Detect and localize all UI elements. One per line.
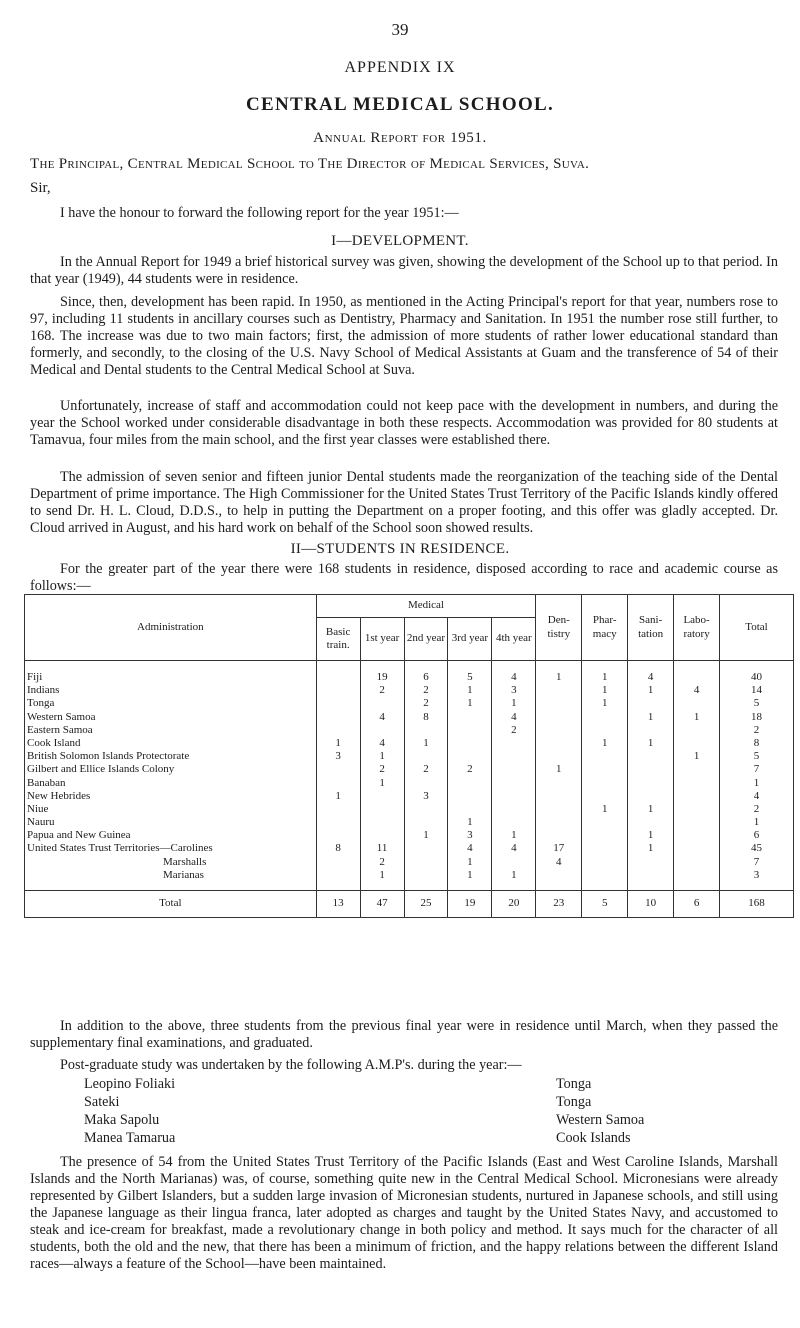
intro-paragraph: I have the honour to forward the following report for the year 1951:— [60,205,459,221]
table-cell [584,777,625,790]
column-4th-year [492,661,536,891]
header-medical: Medical [316,595,536,618]
development-paragraph-2: Since, then, development has been rapid. In 1950, as mentioned in the Acting Principal's report for that year, numbers rose to 97, including 11 students in ancillary courses such as Dentistry, Pharmacy and Sanitation. In 1951 the number rose still further, to 168. The increase was due to two main factors; first, the admission of more students of rather lower educational standard than formerly, and secondly, to the closing of the U.S. Navy School of Medical Assistants at Guam and the transference of 54 of their Medical and Dental students to the Central Medical School at Suva. [30,294,778,378]
section-heading-students: II—STUDENTS IN RESIDENCE. [290,541,510,557]
postgrad-name: Maka Sapolu [84,1112,160,1128]
table-cell [407,803,446,816]
table-cell: 1 [556,671,562,683]
table-cell: 1 [647,684,654,697]
table-cell: 3 [753,868,760,881]
header-2nd-year: 2nd year [404,618,448,661]
table-cell [407,856,446,869]
table-cell: 18 [751,710,763,723]
table-cell [676,856,717,869]
table-cell: 1 [647,802,654,815]
row-label: Cook Island [27,736,81,749]
table-cell: 2 [423,684,429,697]
table-cell [538,724,579,737]
table-cell: 14 [751,684,763,697]
table-cell [630,750,671,763]
table-cell: 4 [511,671,517,683]
table-cell [319,869,358,882]
table-cell: 1 [511,868,517,881]
table-cell [450,790,489,803]
table-cell: 1 [601,697,608,710]
table-cell: 1 [467,697,473,710]
row-label: Banaban [27,776,66,789]
column-dentistry [536,661,582,891]
postgrad-place: Western Samoa [556,1112,645,1128]
postgrad-place: Cook Islands [556,1130,631,1146]
table-cell [630,724,671,737]
header-3rd-year: 3rd year [448,618,492,661]
table-cell: 3 [467,829,473,842]
table-cell: 2 [379,855,385,868]
table-cell [584,842,625,855]
table-cell: 5 [753,750,760,763]
table-cell: 7 [753,855,760,868]
table-cell [407,724,446,737]
table-cell [676,869,717,882]
table-cell [494,763,533,776]
table-cell [363,724,402,737]
table-cell [494,790,533,803]
table-cell: 1 [556,763,562,776]
table-cell: 1 [601,802,608,815]
table-cell: 1 [467,684,473,697]
table-cell [584,856,625,869]
table-cell [407,777,446,790]
table-cell: 1 [647,829,654,842]
column-1st-year [360,661,404,891]
postgrad-intro: Post-graduate study was undertaken by the following A.M.P's. during the year:— [60,1057,522,1073]
column-laboratory [674,661,720,891]
students-paragraph: For the greater part of the year there were 168 students in residence, disposed according to race and academic course as follows:— [30,561,778,594]
table-cell [494,737,533,750]
table-cell [676,829,717,842]
table-cell [450,803,489,816]
header-1st-year: 1st year [360,618,404,661]
table-cell: 4 [556,855,562,868]
row-label: Marshalls [163,855,207,868]
table-cell: 1 [753,776,760,789]
postgrad-name: Manea Tamarua [84,1130,176,1146]
table-cell [494,750,533,763]
table-cell [407,842,446,855]
table-cell [676,842,717,855]
table-cell [538,816,579,829]
row-label: Gilbert and Ellice Islands Colony [27,763,175,776]
table-cell: 8 [335,842,341,855]
table-cell [494,856,533,869]
table-cell [494,816,533,829]
postgrad-name: Leopino Foliaki [84,1076,176,1092]
table-cell [676,737,717,750]
row-label: New Hebrides [27,789,91,802]
table-cell [319,803,358,816]
table-cell: 17 [553,842,565,855]
table-cell [676,724,717,737]
appendix-label: APPENDIX IX [344,59,456,76]
row-labels-column [25,661,317,891]
table-cell: 1 [379,750,385,763]
table-cell [319,856,358,869]
table-cell: 11 [376,842,388,855]
table-cell [676,763,717,776]
table-cell [363,829,402,842]
table-cell: 19 [376,671,388,683]
column-sanitation [628,661,674,891]
table-cell [538,790,579,803]
table-cell: 1 [379,868,385,881]
total-grand: 168 [720,891,794,918]
table-cell: 1 [647,710,654,723]
postgrad-place: Tonga [556,1076,592,1092]
table-cell: 1 [335,736,341,749]
row-label: Tonga [27,697,55,710]
table-cell [538,829,579,842]
table-cell: 4 [511,842,517,855]
table-cell: 1 [423,829,429,842]
table-cell [630,816,671,829]
table-cell: 1 [601,671,608,683]
table-cell [630,697,671,710]
row-label: British Solomon Islands Protectorate [27,750,190,763]
header-dentistry: Den- tistry [536,595,582,661]
table-cell: 4 [511,710,517,723]
table-cell: 1 [753,816,760,829]
table-cell [363,790,402,803]
table-cell [538,803,579,816]
table-cell: 7 [753,763,760,776]
table-cell [584,711,625,724]
table-cell: 3 [511,684,517,697]
table-cell: 1 [601,736,608,749]
total-1st-year: 47 [360,891,404,918]
table-cell: 4 [379,710,385,723]
addressee-line: The Principal, Central Medical School to The Director of Medical Services, Suva. [30,156,590,172]
table-cell: 1 [693,750,700,763]
table-cell [676,697,717,710]
header-basic-train: Basic train. [316,618,360,661]
row-label: Niue [27,802,49,815]
table-cell: 1 [467,816,473,829]
table-cell [319,711,358,724]
table-cell: 1 [511,829,517,842]
table-cell [319,684,358,697]
development-paragraph-4: The admission of seven senior and fifteen junior Dental students made the reorganization of the teaching side of the Dental Department of prime importance. The High Commissioner for the United States Trust Territory of the Pacific Islands kindly offered to send Dr. H. L. Cloud, D.D.S., to help in putting the Department on a proper footing, and this offer was gladly accepted. Dr. Cloud arrived in August, and his hard work on behalf of the School soon showed results. [30,469,778,536]
table-cell [630,777,671,790]
total-3rd-year: 19 [448,891,492,918]
table-cell [630,869,671,882]
column-basic-train [316,661,360,891]
table-cell [538,684,579,697]
header-laboratory: Labo- ratory [674,595,720,661]
final-paragraph: The presence of 54 from the United States Trust Territory of the Pacific Islands (East and West Caroline Islands, Marshall Islands and the North Marianas) was, of course, something quite new in the Central Medical School. Micronesians were already represented by Gilbert Islanders, but a sudden large invasion of Micronesian students, nurtured in Japanese schools, and still using the Japanese language as their lingua franca, later adopted as charges and taught by the United States Navy, and accustomed to steak and ice-cream for breakfast, made a revolutionary change in both policy and method. It says much for the character of all students, both the old and the new, that there has been a minimum of friction, and the happy relations between the different Island races—always a feature of the School—have been maintained. [30,1154,778,1272]
total-sanitation: 10 [628,891,674,918]
table-cell [363,816,402,829]
table-cell [584,790,625,803]
table-cell: 1 [379,776,385,789]
table-cell: 5 [467,671,473,683]
table-cell: 1 [467,868,473,881]
table-cell [538,750,579,763]
table-cell [319,724,358,737]
table-cell: 2 [379,684,385,697]
table-cell [538,777,579,790]
total-laboratory: 6 [674,891,720,918]
page-number: 39 [391,20,409,39]
table-cell [494,803,533,816]
header-pharmacy: Phar- macy [582,595,628,661]
table-cell: 4 [753,789,760,802]
table-cell [319,671,358,684]
row-label: Eastern Samoa [27,723,93,736]
table-cell [630,790,671,803]
table-cell: 2 [423,697,429,710]
table-cell: 45 [751,842,763,855]
total-dentistry: 23 [536,891,582,918]
development-paragraph-3: Unfortunately, increase of staff and accommodation could not keep pace with the development in numbers, and during the year the School worked under considerable disadvantage in both these respects. Accommodation was provided for 80 students at Tamavua, four miles from the main school, and the first year classes were established there. [30,398,778,448]
table-cell [363,803,402,816]
table-cell: 4 [647,671,654,683]
table-cell [538,711,579,724]
table-cell: 3 [335,750,341,763]
table-cell: 4 [379,736,385,749]
table-cell [584,763,625,776]
total-pharmacy: 5 [582,891,628,918]
table-cell [319,697,358,710]
table-cell [450,750,489,763]
total-4th-year: 20 [492,891,536,918]
table-cell [676,777,717,790]
table-cell [538,697,579,710]
table-cell: 40 [751,671,763,683]
students-table [24,594,794,918]
table-cell [407,750,446,763]
row-label: Indians [27,684,60,697]
table-cell: 8 [753,736,760,749]
table-cell: 2 [467,763,473,776]
postgrad-place: Tonga [556,1094,592,1110]
table-cell [407,816,446,829]
table-cell [319,829,358,842]
table-cell: 1 [335,789,341,802]
table-cell [319,763,358,776]
table-cell: 8 [423,710,429,723]
table-cell: 2 [423,763,429,776]
table-cell [450,724,489,737]
table-cell: 1 [647,736,654,749]
table-cell: 1 [423,736,429,749]
table-cell [584,869,625,882]
table-cell [676,803,717,816]
table-cell: 1 [467,855,473,868]
table-cell [450,737,489,750]
table-cell: 2 [753,723,760,736]
development-paragraph-1: In the Annual Report for 1949 a brief historical survey was given, showing the development of the School up to that period. In that year (1949), 44 students were in residence. [30,254,778,287]
table-cell [319,816,358,829]
table-cell: 2 [379,763,385,776]
table-cell: 2 [511,723,517,736]
header-sanitation: Sani- tation [628,595,674,661]
table-cell: 1 [693,710,700,723]
table-cell [676,816,717,829]
row-label: Nauru [27,816,55,829]
table-cell: 5 [753,697,760,710]
column-pharmacy [582,661,628,891]
table-cell: 6 [753,829,760,842]
row-label: Papua and New Guinea [27,829,131,842]
table-cell [676,790,717,803]
total-2nd-year: 25 [404,891,448,918]
table-cell: 4 [693,684,700,697]
row-label: Marianas [163,868,204,881]
postgrad-name: Sateki [84,1094,120,1110]
row-label: Western Samoa [27,710,96,723]
table-cell: 6 [423,671,429,683]
table-cell: 2 [753,802,760,815]
table-cell: 4 [467,842,473,855]
header-4th-year: 4th year [492,618,536,661]
row-label: Fiji [27,671,43,683]
document-subtitle: Annual Report for 1951. [313,130,487,146]
section-heading-development: I—DEVELOPMENT. [331,233,469,249]
table-cell [584,816,625,829]
row-label: United States Trust Territories—Carolines [27,842,213,855]
total-basic-train: 13 [316,891,360,918]
table-cell [584,750,625,763]
table-cell [630,763,671,776]
table-cell: 1 [511,697,517,710]
table-cell [676,671,717,684]
after-table-paragraph: In addition to the above, three students from the previous final year were in residence until March, when they passed the supplementary final examinations, and graduated. [30,1018,778,1051]
total-row-label: Total [25,891,317,918]
table-cell [450,777,489,790]
column-2nd-year [404,661,448,891]
table-cell [584,724,625,737]
table-cell [363,697,402,710]
salutation: Sir, [30,180,51,196]
document-title: CENTRAL MEDICAL SCHOOL. [245,94,555,115]
column-total [720,661,794,891]
table-cell [494,777,533,790]
table-cell: 3 [423,789,429,802]
header-total: Total [720,595,794,661]
table-cell [450,711,489,724]
table-cell: 1 [601,684,608,697]
table-cell [584,829,625,842]
column-3rd-year [448,661,492,891]
table-cell [319,777,358,790]
table-cell [538,869,579,882]
table-cell: 1 [647,842,654,855]
table-cell [407,869,446,882]
table-cell [630,856,671,869]
header-administration: Administration [25,595,317,661]
table-cell [538,737,579,750]
